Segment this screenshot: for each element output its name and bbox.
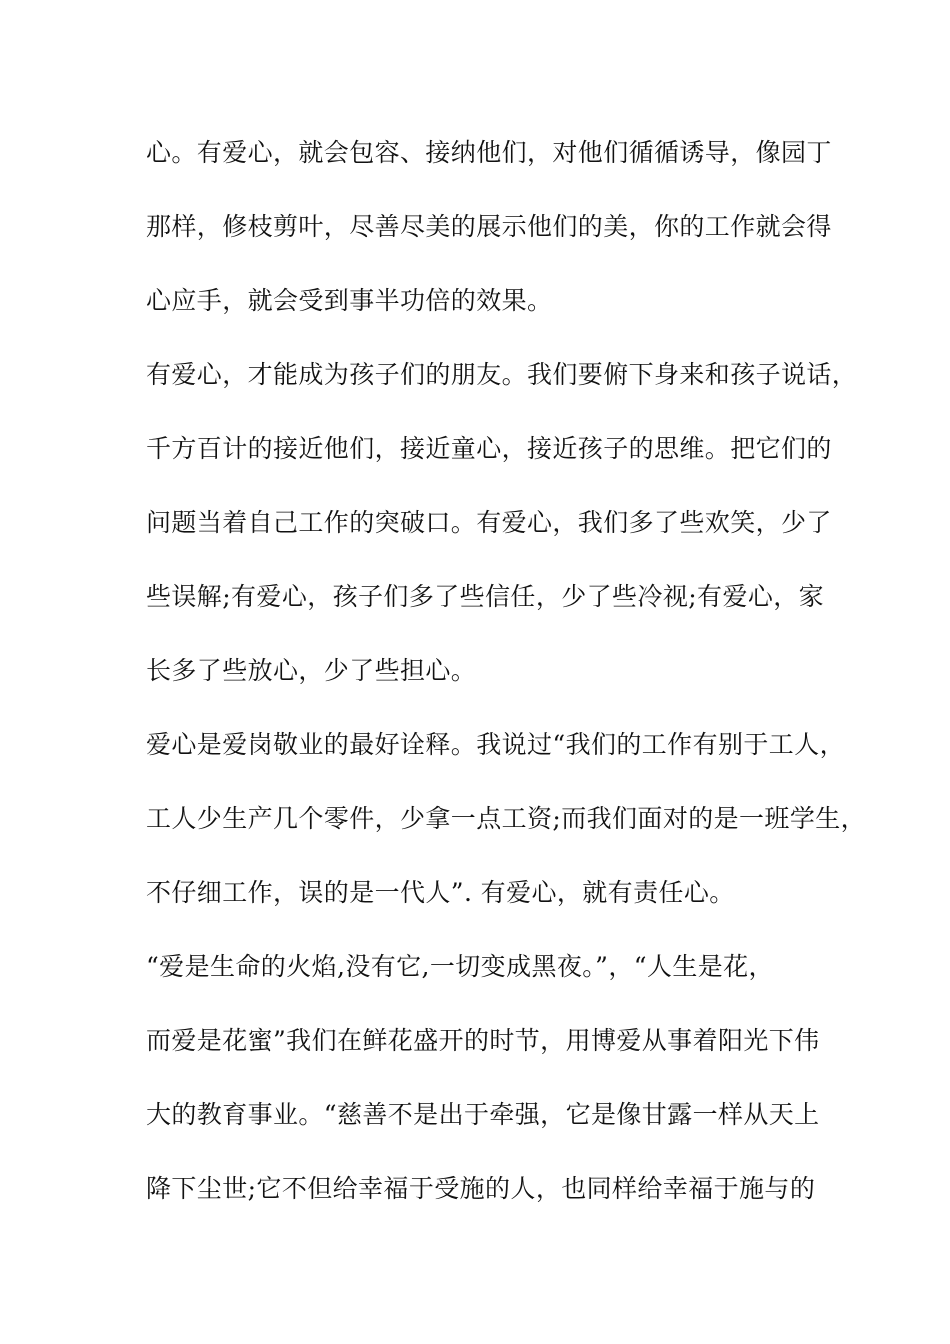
text-line: 降下尘世;它不但给幸福于受施的人，也同样给幸福于施与的 [146, 1174, 816, 1203]
text-line: 千方百计的接近他们，接近童心，接近孩子的思维。把它们的 [146, 434, 832, 463]
text-line: “爱是生命的火焰,没有它,一切变成黑夜。”，“人生是花， [146, 952, 774, 981]
text-line: 大的教育事业。“慈善不是出于牵强，它是像甘露一样从天上 [146, 1100, 820, 1129]
text-line: 而爱是花蜜”我们在鲜花盛开的时节，用博爱从事着阳光下伟 [146, 1026, 820, 1055]
text-line: 爱心是爱岗敬业的最好诠释。我说过“我们的工作有别于工人， [146, 730, 845, 759]
text-line: 不仔细工作，误的是一代人”. 有爱心，就有责任心。 [146, 878, 735, 907]
text-line: 些误解;有爱心，孩子们多了些信任，少了些冷视;有爱心，家 [146, 582, 825, 611]
text-line: 工人少生产几个零件，少拿一点工资;而我们面对的是一班学生， [146, 804, 867, 833]
body-text [146, 128, 867, 1238]
text-line: 问题当着自己工作的突破口。有爱心，我们多了些欢笑，少了 [146, 508, 832, 537]
text-line: 心应手，就会受到事半功倍的效果。 [146, 286, 553, 315]
text-line: 那样，修枝剪叶，尽善尽美的展示他们的美，你的工作就会得 [146, 212, 832, 241]
text-line: 心。有爱心，就会包容、接纳他们，对他们循循诱导，像园丁 [146, 138, 832, 167]
text-line: 长多了些放心，少了些担心。 [146, 656, 477, 685]
text-line: 有爱心，才能成为孩子们的朋友。我们要俯下身来和孩子说话， [146, 360, 858, 389]
